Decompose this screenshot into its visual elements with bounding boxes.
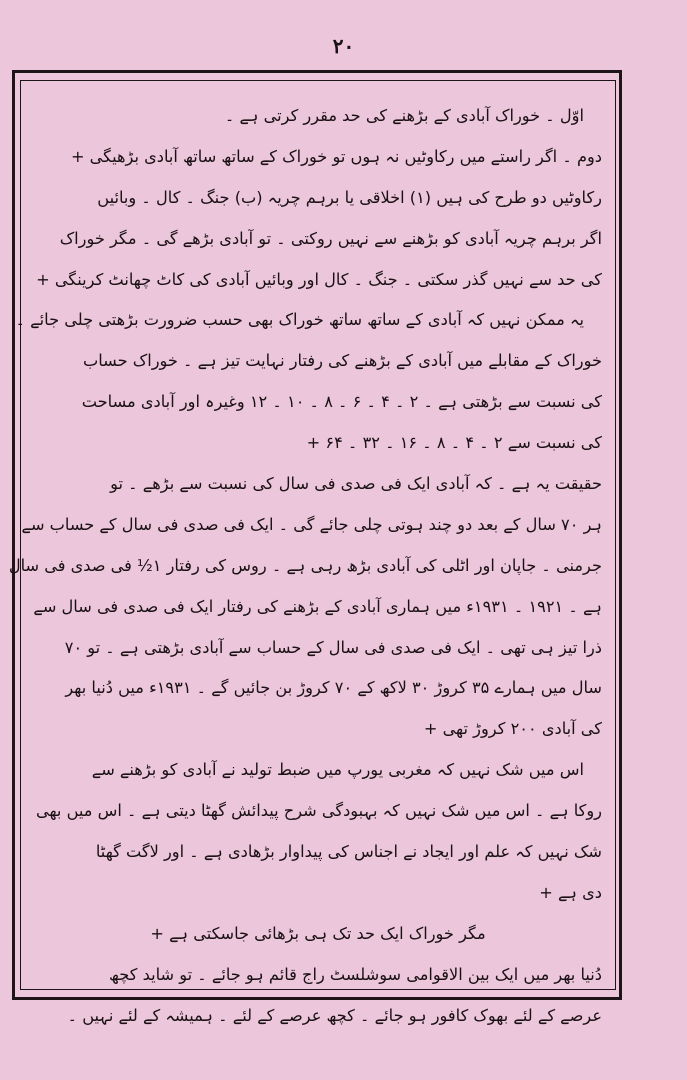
text-line: روکا ہے ۔ اس میں شک نہیں کہ بہبودگی شرح پیدائش گھٹا دیتی ہے ۔ اس میں بھی: [35, 801, 602, 821]
text-line: اس میں شک نہیں کہ مغربی یورپ میں ضبط تولید نے آبادی کو بڑھنے سے: [91, 760, 584, 780]
text-line: ذرا تیز ہی تھی ۔ ایک فی صدی فی سال کے حساب سے آبادی بڑھتی ہے ۔ تو ۷۰: [64, 637, 602, 657]
text-line: شک نہیں کہ علم اور ایجاد نے اجناس کی پیداوار بڑھادی ہے ۔ اور لاگت گھٹا: [95, 842, 602, 862]
text-line: خوراک کے مقابلے میں آبادی کے بڑھنے کی رفتار نہایت تیز ہے ۔ خوراک حساب: [82, 351, 602, 371]
text-line: دُنیا بھر میں ایک بین الاقوامی سوشلسٹ راج قائم ہو جائے ۔ تو شاید کچھ: [109, 964, 602, 984]
page-number: ۲۰: [332, 34, 355, 58]
text-line: حقیقت یہ ہے ۔ کہ آبادی ایک فی صدی فی سال کی نسبت سے بڑھے ۔ تو: [110, 474, 602, 494]
text-line: کی نسبت سے ۲ ۔ ۴ ۔ ۸ ۔ ۱۶ ۔ ۳۲ ۔ ۶۴ +: [306, 433, 602, 453]
text-line: رکاوٹیں دو طرح کی ہیں (۱) اخلاقی یا برہم چریہ (ب) جنگ ۔ کال ۔ وبائیں: [97, 187, 602, 207]
text-line: مگر خوراک ایک حد تک ہی بڑھائی جاسکتی ہے +: [150, 923, 486, 943]
text-line: اوّل ۔ خوراک آبادی کے بڑھنے کی حد مقرر کرتی ہے ۔: [224, 106, 584, 125]
text-line: عرصے کے لئے بھوک کافور ہو جائے ۔ کچھ عرصے کے لئے ۔ ہمیشہ کے لئے نہیں ۔: [67, 1005, 602, 1025]
text-line: سال میں ہمارے ۳۵ کروڑ ۳۰ لاکھ کے ۷۰ کروڑ بن جائیں گے ۔ ۱۹۳۱ء میں دُنیا بھر: [65, 678, 602, 698]
text-line: اگر برہم چریہ آبادی کو بڑھنے سے نہیں روکتی ۔ تو آبادی بڑھے گی ۔ مگر خوراک: [59, 228, 602, 248]
text-line: ہے ۔ ۱۹۲۱ ۔ ۱۹۳۱ء میں ہماری آبادی کے بڑھنے کی رفتار ایک فی صدی فی سال سے: [33, 596, 602, 616]
text-line: دوم ۔ اگر راستے میں رکاوٹیں نہ ہوں تو خوراک کے ساتھ ساتھ آبادی بڑھیگی +: [70, 146, 602, 166]
text-line: کی حد سے نہیں گذر سکتی ۔ جنگ ۔ کال اور وبائیں آبادی کی کاٹ چھانٹ کرینگی +: [36, 269, 602, 289]
text-line: کی نسبت سے بڑھتی ہے ۔ ۲ ۔ ۴ ۔ ۶ ۔ ۸ ۔ ۱۰ ۔ ۱۲ وغیرہ اور آبادی مساحت: [81, 392, 602, 412]
text-line: یہ ممکن نہیں کہ آبادی کے ساتھ ساتھ خوراک بھی حسب ضرورت بڑھتی چلی جائے ۔: [15, 310, 584, 330]
text-line: دی ہے +: [539, 882, 602, 902]
text-line: ہر ۷۰ سال کے بعد دو چند ہوتی چلی جائے گی ۔ ایک فی صدی فی سال کے حساب سے: [21, 514, 602, 534]
urdu-text-body: [8, 96, 602, 1025]
text-line: کی آبادی ۲۰۰ کروڑ تھی +: [423, 719, 602, 739]
text-line: جرمنی ۔ جاپان اور اٹلی کی آبادی بڑھ رہی ہے ۔ روس کی رفتار ۱½ فی صدی فی سال: [8, 555, 602, 575]
